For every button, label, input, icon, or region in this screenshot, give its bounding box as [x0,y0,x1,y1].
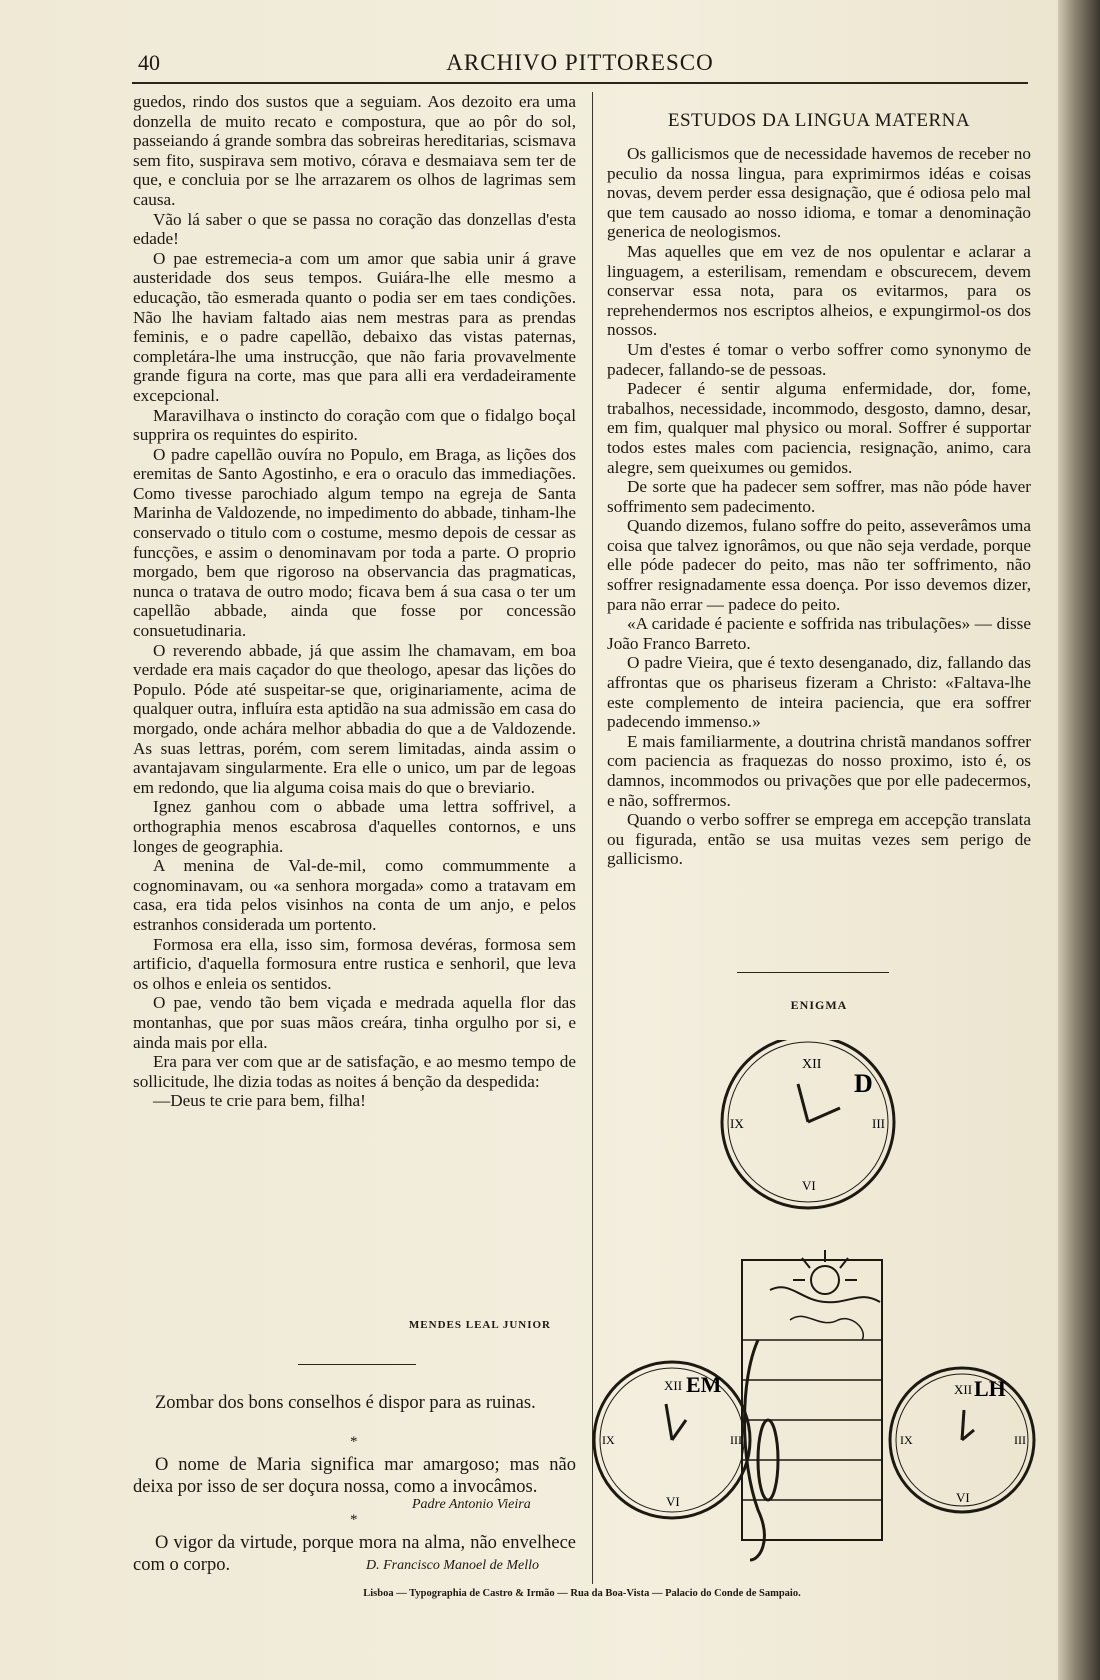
section-title: ESTUDOS DA LINGUA MATERNA [667,110,971,131]
running-title: ARCHIVO PITTORESCO [446,50,714,75]
paragraph: O pae estremecia-a com um amor que sabia unir á grave austeridade dos seus tempos. Guiára-lhe elle mesmo a educação, tão esmerada quanto o podia ser em taes condições. Não lhe haviam faltado aias nem mestras para as prendas feminis, e o padre capellão, debaixo das vistas paternas, completára-lhe uma instrucção, que não faria provavelmente grande figura na corte, mas que para alli era verdadeiramente excepcional. [133,248,576,405]
maxim [133,1392,576,1414]
section-divider [298,1364,416,1365]
paragraph: O padre Vieira, que é texto desenganado, diz, fallando das affrontas que os phariseus fizeram a Christo: «Faltava-lhe este complemento de inteira paciencia, que era soffrer padecendo immenso.» [607,653,1031,732]
svg-text:III: III [730,1433,742,1447]
paragraph: Quando o verbo soffrer se emprega em accepção translata ou figurada, então se usa muitas vezes sem perigo de gallicismo. [607,810,1031,869]
paragraph: Maravilhava o instincto do coração com que o fidalgo boçal supprira os requintes do espirito. [133,405,576,445]
paragraph: Mas aquelles que em vez de nos opulentar e aclarar a linguagem, a esterilisam, remendam e obscurecem, devem conservar essa nota, para os evitarmos, para os reprehendermos nos escriptos alheios, e expungirmol-os dos nossos. [607,241,1031,340]
clock-face-left [594,1362,750,1518]
svg-text:XII: XII [954,1382,973,1397]
svg-text:VI: VI [666,1494,680,1509]
separator-star: * [350,1512,358,1528]
imprint-footer: Lisboa — Typographia de Castro & Irmão — Rua da Boa-Vista — Palacio do Conde de Sampaio. [363,1588,801,1599]
maxim-text: Zombar dos bons conselhos é dispor para as ruinas. [155,1393,536,1413]
enigma-illustration [590,1040,1040,1570]
paragraph: Ignez ganhou com o abbade uma lettra soffrivel, a orthographia menos escabrosa d'aquelles contornos, e uns longes de geographia. [133,797,576,856]
clock-letter: D [854,1069,873,1098]
svg-text:VI: VI [802,1178,816,1193]
page-edge [1058,0,1100,1680]
svg-text:III: III [872,1116,885,1131]
paragraph: Vão lá saber o que se passa no coração das donzellas d'esta edade! [133,209,576,249]
paragraph: Quando dizemos, fulano soffre do peito, asseverâmos uma coisa que talvez ignorâmos, ou que não seja verdade, porque elle póde padecer do peito, mas não ter soffrimento, não soffrer resignadamente essa doença. Por isso devemos dizer, para não errar — padece do peito. [607,516,1031,614]
paragraph: E mais familiarmente, a doutrina christã mandanos soffrer com paciencia as fraquezas do nosso proximo, isto é, os damnos, incommodos ou privações que por elle padecermos, e não, soffrermos. [607,731,1031,810]
svg-text:IX: IX [900,1433,913,1447]
section-divider [737,972,889,973]
separator-star: * [350,1434,358,1450]
paragraph: O pae, vendo tão bem viçada e medrada aquella flor das montanhas, que por suas mãos creára, tinha orgulho por si, e ainda mais por ella. [133,993,576,1052]
left-column-article [133,92,576,1111]
clock-letters: LH [974,1376,1006,1401]
sun-and-cloud-figure [770,1250,880,1340]
maxim-text: O vigor da virtude, porque mora na alma, não envelhece com o corpo. [133,1533,576,1575]
svg-text:IX: IX [602,1433,615,1447]
paragraph: Padecer é sentir alguma enfermidade, dor, fome, trabalhos, necessidade, incommodo, desgosto, damno, desar, em fim, qualquer mal physico ou moral. Soffrer é supportar todos estes males com paciencia, resignação, animo, cara alegre, sem queixumes ou gemidos. [607,379,1031,477]
svg-text:XII: XII [802,1057,822,1072]
paragraph: A menina de Val-de-mil, como commummente a cognominavam, ou «a senhora morgada» como a tratavam em casa, era tida pelos visinhos na conta de um anjo, e pelos estranhos considerada um portento. [133,856,576,934]
paragraph: O padre capellão ouvíra no Populo, em Braga, as lições dos eremitas de Santo Agostinho, e era o oraculo das immediações. Como tivesse parochiado algum tempo na egreja de Santa Marinha de Valdozende, no impedimento do abbade, tinham-lhe conservado o titulo com o costume, mesmo depois de cessar as funcções, e assim o denominavam por toda a parte. O proprio morgado, bem que rigoroso na observancia das pragmaticas, nunca o tratava de outro modo; ficava bem á sua casa o ter um capellão abbade, ainda que fosse por concessão consuetudinaria. [133,444,576,641]
paragraph: «A caridade é paciente e soffrida nas tribulações» — disse João Franco Barreto. [607,614,1031,653]
paragraph: Um d'estes é tomar o verbo soffrer como synonymo de padecer, fallando-se de pessoas. [607,339,1031,379]
musical-staff [742,1260,882,1560]
svg-text:VI: VI [956,1490,970,1505]
maxim-text: O nome de Maria significa mar amargoso; mas não deixa por isso de ser doçura nossa, como a invocâmos. [133,1455,576,1497]
svg-text:XII: XII [664,1378,683,1393]
clock-face-right [890,1368,1034,1512]
maxim-author: Padre Antonio Vieira [412,1497,531,1512]
paragraph: De sorte que ha padecer sem soffrer, mas não póde haver soffrimento sem padecimento. [607,477,1031,516]
maxim-author: D. Francisco Manoel de Mello [366,1558,540,1573]
svg-text:III: III [1014,1433,1026,1447]
paragraph: guedos, rindo dos sustos que a seguiam. Aos dezoito era uma donzella de muito recato e compostura, que ao pôr do sol, passeiando á grande sombra das sobreiras hereditarias, scismava sem fito, suspirava sem motivo, córava e desmaiava sem ter de que, e concluia por se lhe arrazarem os olhos de lagrimas sem causa. [133,92,576,209]
paragraph: O reverendo abbade, já que assim lhe chamavam, em boa verdade era mais caçador do que theologo, apesar das lições do Populo. Póde até suspeitar-se que, originariamente, acima de qualquer outra, influíra esta aptidão na sua admissão em casa do morgado, onde achára melhor abbadia do que a de Valdozende. As suas lettras, porém, com serem limitadas, ainda assim o avantajavam singularmente. Era elle o unico, um par de legoas em redondo, que lia alguma coisa mais do que o breviario. [133,640,576,797]
page-header [132,48,1028,84]
svg-text:IX: IX [730,1116,744,1131]
article-signature: MENDES LEAL JUNIOR [408,1319,551,1331]
clock-face-top [722,1040,894,1208]
maxim [133,1454,576,1498]
right-column-article [607,144,1031,869]
paragraph: Os gallicismos que de necessidade havemos de receber no peculio da nossa lingua, para exprimirmos idéas e coisas novas, devem perder essa designação, que é odiosa pelo mal que tem causado ao nosso idioma, e tomar a denominação generica de neologismos. [607,144,1031,242]
paragraph: —Deus te crie para bem, filha! [153,1091,366,1111]
paragraph: Era para ver com que ar de satisfação, e ao mesmo tempo de sollicitude, lhe dizia todas as noites á benção da despedida: [133,1052,576,1091]
paragraph: Formosa era ella, isso sim, formosa devéras, formosa sem artificio, d'aquella formosura entre rustica e senhoril, que leva os olhos e enleia os sentidos. [133,934,576,993]
clock-letters: EM [686,1372,722,1397]
page-number: 40 [138,50,160,75]
enigma-title: ENIGMA [790,998,848,1012]
